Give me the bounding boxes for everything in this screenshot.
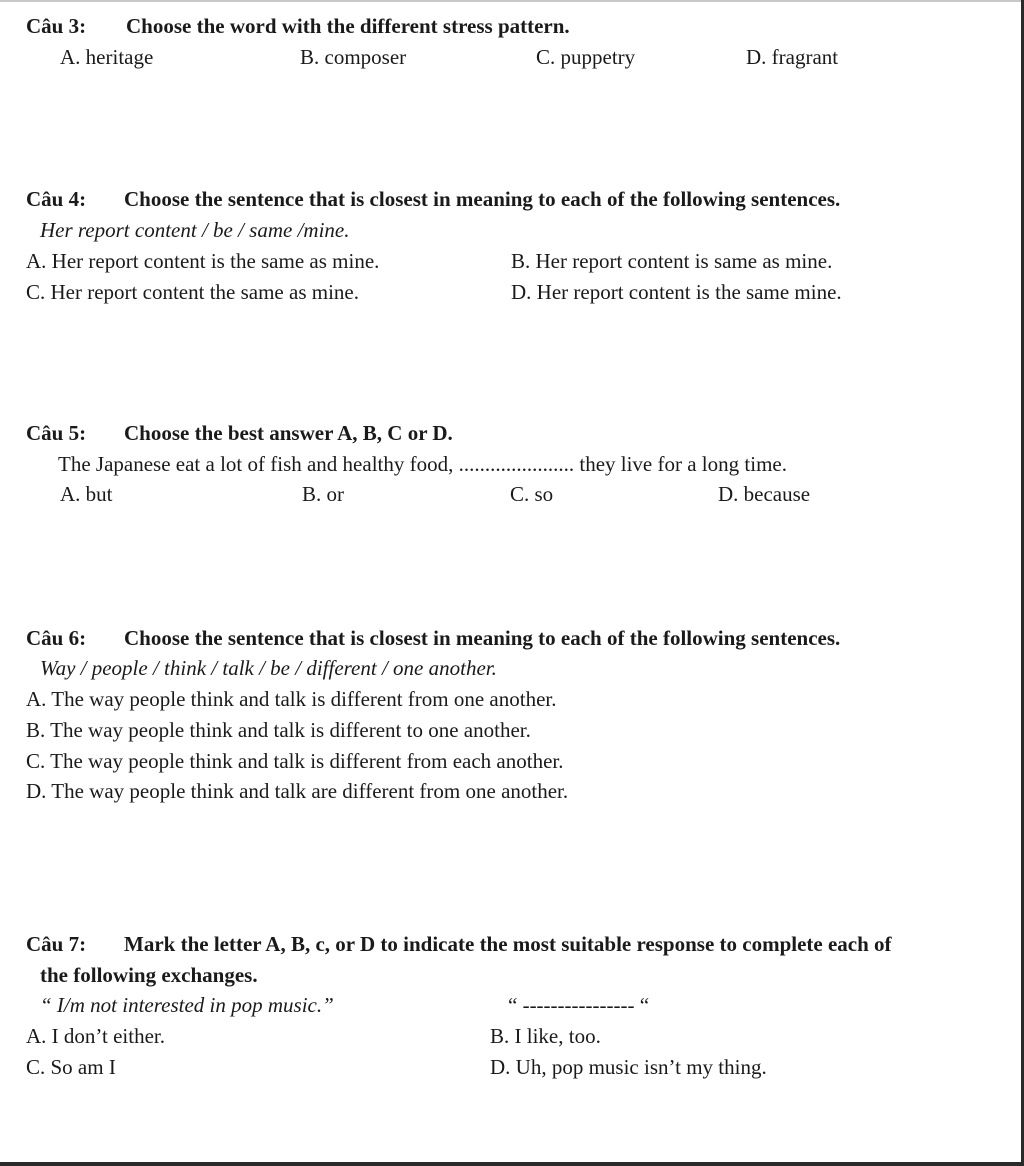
q5-sentence: The Japanese eat a lot of fish and healthy food, ...................... they live for a long time.	[58, 452, 787, 476]
q4-instruction: Choose the sentence that is closest in meaning to each of the following sentences.	[124, 187, 841, 211]
q3-label: Câu 3:	[26, 14, 87, 38]
q4-option-b: B. Her report content is same as mine.	[511, 249, 833, 273]
bottom-border	[0, 1162, 1024, 1166]
q4-option-a: A. Her report content is the same as mine.	[26, 249, 380, 273]
q6-option-c: C. The way people think and talk is different from each another.	[26, 749, 564, 773]
q5-option-c: C. so	[510, 482, 554, 506]
q7-instruction-line2: the following exchanges.	[40, 963, 258, 987]
q6-instruction: Choose the sentence that is closest in meaning to each of the following sentences.	[124, 626, 841, 650]
q4-option-c: C. Her report content the same as mine.	[26, 280, 359, 304]
q7-option-b: B. I like, too.	[490, 1024, 601, 1048]
q3-option-d: D. fragrant	[746, 45, 839, 69]
q6-prompt: Way / people / think / talk / be / different / one another.	[40, 656, 497, 680]
q4-label: Câu 4:	[26, 187, 87, 211]
top-border	[0, 0, 1024, 2]
q7-prompt: “ I/m not interested in pop music.”	[40, 993, 334, 1017]
q3-option-a: A. heritage	[60, 45, 154, 69]
q4-prompt: Her report content / be / same /mine.	[40, 218, 350, 242]
q7-instruction-line1: Mark the letter A, B, c, or D to indicate the most suitable response to complete each of	[124, 932, 892, 956]
q6-option-a: A. The way people think and talk is different from one another.	[26, 687, 557, 711]
q4-option-d: D. Her report content is the same mine.	[511, 280, 842, 304]
q5-option-d: D. because	[718, 482, 811, 506]
q6-label: Câu 6:	[26, 626, 87, 650]
q5-option-b: B. or	[302, 482, 344, 506]
q3-instruction: Choose the word with the different stress pattern.	[126, 14, 570, 38]
q7-option-d: D. Uh, pop music isn’t my thing.	[490, 1055, 767, 1079]
q5-option-a: A. but	[60, 482, 113, 506]
q6-option-d: D. The way people think and talk are different from one another.	[26, 779, 569, 803]
q7-option-a: A. I don’t either.	[26, 1024, 166, 1048]
q6-option-b: B. The way people think and talk is different to one another.	[26, 718, 531, 742]
q3-option-c: C. puppetry	[536, 45, 636, 69]
q3-option-b: B. composer	[300, 45, 407, 69]
q5-label: Câu 5:	[26, 421, 87, 445]
q7-label: Câu 7:	[26, 932, 87, 956]
q7-response-blank: “ ---------------- “	[508, 993, 650, 1017]
q5-instruction: Choose the best answer A, B, C or D.	[124, 421, 453, 445]
q7-option-c: C. So am I	[26, 1055, 116, 1079]
